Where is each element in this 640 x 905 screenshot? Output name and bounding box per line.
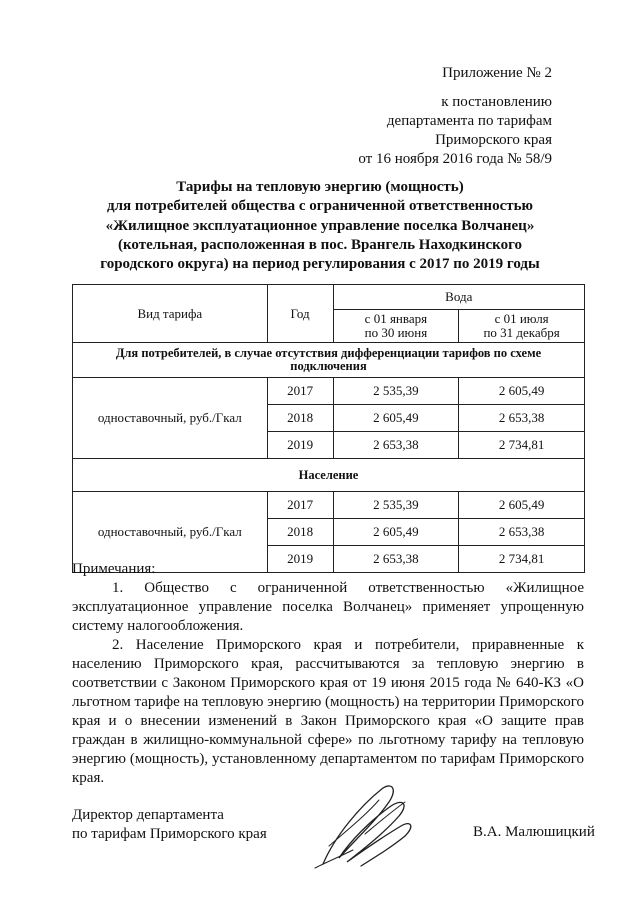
value-cell: 2 605,49 <box>333 519 459 546</box>
appendix-line: Приморского края <box>435 132 552 148</box>
handwritten-signature <box>305 776 425 876</box>
signatory-name: В.А. Малюшицкий <box>473 824 595 840</box>
appendix-date: от 16 ноября 2016 года № 58/9 <box>358 151 552 167</box>
appendix-line: к постановлению <box>441 94 552 110</box>
value-cell: 2 653,38 <box>459 519 585 546</box>
header-period-1-from: с 01 января <box>364 311 428 326</box>
year-cell: 2017 <box>267 378 333 405</box>
header-period-1-to: по 30 июня <box>364 325 428 340</box>
header-period-2-to: по 31 декабря <box>483 325 560 340</box>
title-line: Тарифы на тепловую энергию (мощность) <box>176 179 464 195</box>
title-line: для потребителей общества с ограниченной ответственностью <box>107 198 533 215</box>
header-year: Год <box>267 285 333 343</box>
header-period-1 <box>333 310 459 343</box>
notes-heading: Примечания: <box>72 561 156 577</box>
year-cell: 2017 <box>267 492 333 519</box>
header-period-2-from: с 01 июля <box>494 311 549 326</box>
title-line: «Жилищное эксплуатационное управление поселка Волчанец» <box>105 217 535 234</box>
value-cell: 2 535,39 <box>333 492 459 519</box>
value-cell: 2 653,38 <box>459 405 585 432</box>
tariff-type-cell: одноставочный, руб./Гкал <box>73 492 268 573</box>
section-row <box>73 343 585 378</box>
table-header-row <box>73 285 585 310</box>
appendix-number: Приложение № 2 <box>442 65 552 81</box>
value-cell: 2 734,81 <box>459 546 585 573</box>
value-cell: 2 605,49 <box>333 405 459 432</box>
year-cell: 2019 <box>267 546 333 573</box>
title-line: (котельная, расположенная в пос. Врангель Находкинского <box>117 236 523 253</box>
section-title: Население <box>73 459 585 492</box>
value-cell: 2 535,39 <box>333 378 459 405</box>
signatory-position <box>72 806 267 844</box>
note-item: 2. Население Приморского края и потребители, приравненные к населению Приморского края, рассчитываются за тепловую энергию в соответствии с Законом Приморского края от 19 июня 2015 года № 640-КЗ «О льготном тарифе на тепловую энергию (мощность) на территории Приморского края и о внесении изменений в Закон Приморского края «О защите прав граждан в жилищно-коммунальной сфере» по льготному тарифу на тепловую энергию (мощность), установленному департаментом по тарифам Приморского края. <box>72 637 584 786</box>
title-line: городского округа) на период регулирования с 2017 по 2019 годы <box>100 256 540 273</box>
year-cell: 2018 <box>267 405 333 432</box>
tariff-type-cell: одноставочный, руб./Гкал <box>73 378 268 459</box>
section-row <box>73 459 585 492</box>
appendix-line: департамента по тарифам <box>386 113 552 129</box>
section-title-line: Для потребителей, в случае отсутствия дифференциации тарифов по схеме <box>115 346 542 360</box>
value-cell: 2 653,38 <box>333 546 459 573</box>
document-title <box>60 178 580 274</box>
year-cell: 2019 <box>267 432 333 459</box>
appendix-block <box>358 64 552 169</box>
header-tariff-type: Вид тарифа <box>73 285 268 343</box>
notes-block <box>72 560 584 788</box>
table-row <box>73 492 585 519</box>
note-item: 1. Общество с ограниченной ответственностью «Жилищное эксплуатационное управление поселка Волчанец» применяет упрощенную систему налогообложения. <box>72 580 584 634</box>
header-water: Вода <box>333 285 584 310</box>
year-cell: 2018 <box>267 519 333 546</box>
value-cell: 2 653,38 <box>333 432 459 459</box>
header-period-2 <box>459 310 585 343</box>
value-cell: 2 605,49 <box>459 378 585 405</box>
section-title <box>73 343 585 378</box>
position-line: по тарифам Приморского края <box>72 826 267 842</box>
value-cell: 2 605,49 <box>459 492 585 519</box>
table-row <box>73 378 585 405</box>
section-title-line: подключения <box>290 359 367 373</box>
tariff-table <box>72 284 585 573</box>
value-cell: 2 734,81 <box>459 432 585 459</box>
position-line: Директор департамента <box>72 807 224 823</box>
